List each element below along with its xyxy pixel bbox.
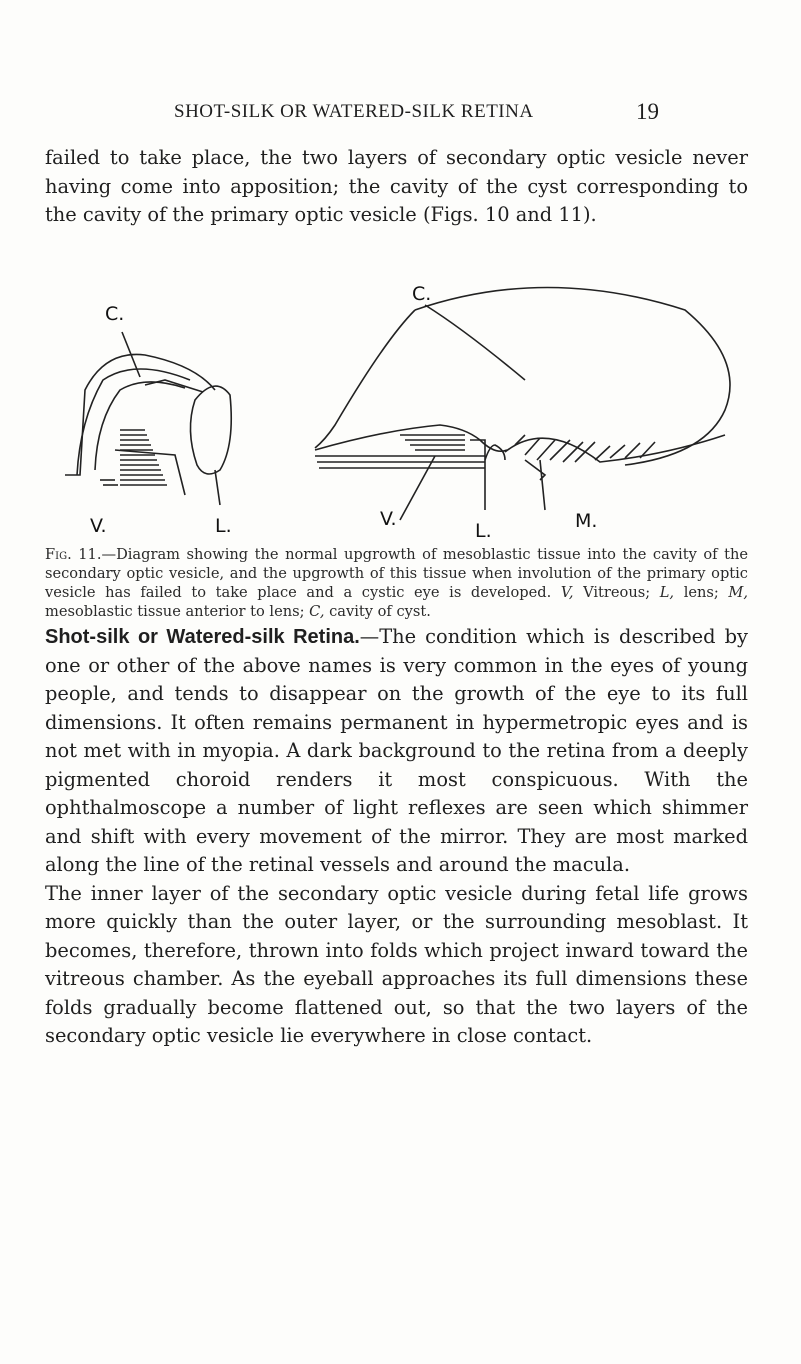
left-label-l: L. — [215, 515, 232, 537]
right-label-m: M. — [575, 510, 598, 532]
page-number: 19 — [636, 99, 659, 124]
caption-legend-l: L, — [659, 584, 675, 601]
caption-legend-l-text: lens; — [674, 584, 729, 601]
section-heading: Shot-silk or Watered-silk Retina. — [45, 626, 360, 648]
left-diagram — [65, 332, 231, 505]
page-header — [0, 101, 801, 131]
right-label-c: C. — [412, 283, 432, 305]
running-head: SHOT-SILK OR WATERED-SILK RETINA — [174, 101, 534, 122]
right-label-l: L. — [475, 520, 492, 542]
section-paragraph-1-text: —The condition which is described by one or other of the above names is very common in the eyes of young people, and tends to disappear on the growth of the eye to its full dimensions. It often remains permanent in hypermetropic eyes and is not met with in myopia. A dark background to the retina from a deeply pigmented choroid renders it most conspicuous. With the ophthalmoscope a number of light reflexes are seen which shimmer and shift with every movement of the mirror. They are most marked along the line of the retinal vessels and around the macula. — [45, 625, 748, 876]
figure-caption — [45, 545, 748, 621]
caption-legend-v-text: Vitreous; — [573, 584, 660, 601]
caption-fig-ref: Fig. 11. — [45, 546, 102, 563]
right-label-v: V. — [380, 508, 397, 530]
caption-legend-v: V, — [560, 584, 574, 601]
section-paragraph-1 — [45, 623, 748, 880]
caption-legend-c-text: cavity of cyst. — [324, 603, 431, 620]
intro-paragraph: failed to take place, the two layers of secondary optic vesicle never having come into apposition; the cavity of the cyst corresponding to the cavity of the primary optic vesicle (Figs. 10 and 11). — [45, 146, 748, 226]
section-shot-silk-retina — [45, 623, 748, 1051]
caption-legend-m: M, — [728, 584, 749, 601]
right-diagram — [315, 288, 730, 521]
caption-legend-c: C, — [309, 603, 325, 620]
section-paragraph-2: The inner layer of the secondary optic vesicle during fetal life grows more quickly than the outer layer, or the surrounding mesoblast. It becomes, therefore, thrown into folds which project inward toward the vitreous chamber. As the eyeball approaches its full dimensions these folds gradually become flattened out, so that the two layers of the secondary optic vesicle lie everywhere in close contact. — [45, 881, 748, 1047]
left-label-v: V. — [90, 515, 107, 537]
figure-11-diagram — [25, 280, 765, 542]
caption-text: —Diagram showing the normal upgrowth of mesoblastic tissue into the cavity of the secondary optic vesicle, and the upgrowth of this tissue when involution of the primary optic vesicle has failed to take place and a cystic eye is developed. — [45, 546, 748, 601]
left-label-c: C. — [105, 303, 125, 325]
figure-11 — [25, 280, 765, 542]
caption-legend-m-text: mesoblastic tissue anterior to lens; — [45, 603, 310, 620]
